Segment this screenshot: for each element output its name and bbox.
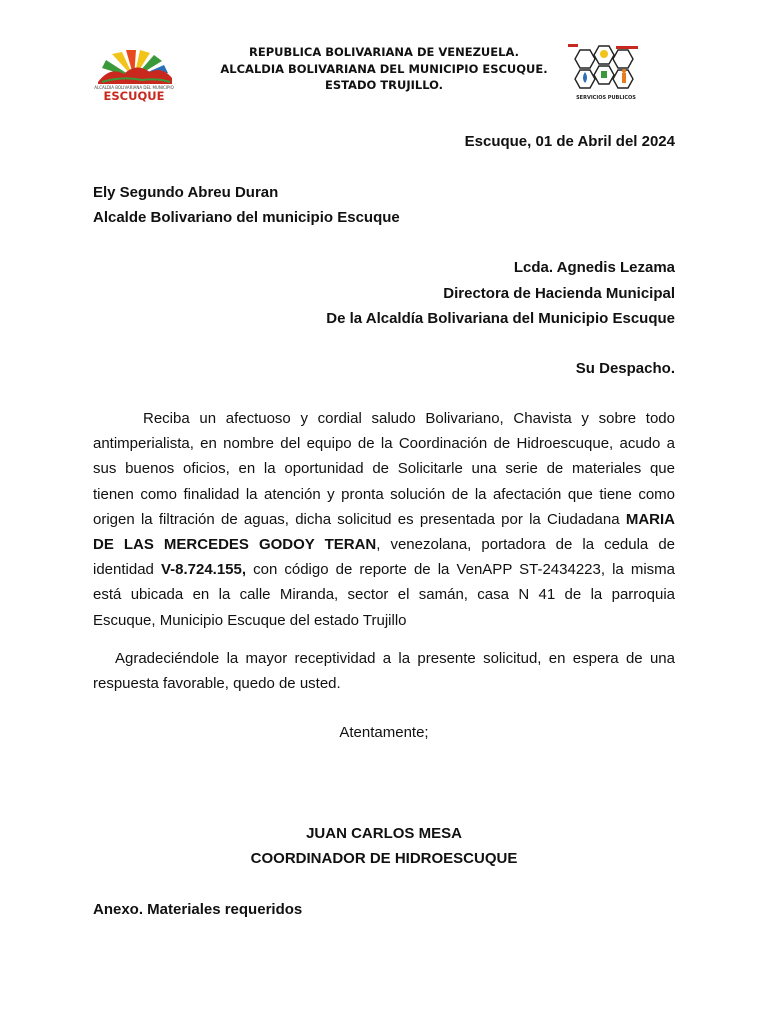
salutation: Su Despacho.: [575, 360, 675, 377]
escuque-logo: [92, 48, 176, 102]
hex-cell: [575, 50, 595, 68]
text-run: origen la filtración de aguas, dicha solicitud es presentada por la Ciudadana: [93, 510, 626, 528]
recycle-bin-icon: [601, 71, 607, 78]
logo-caption: SERVICIOS PUBLICOS: [576, 95, 636, 101]
annex-note: Anexo. Materiales requeridos: [93, 901, 303, 918]
text-run: identidad: [93, 561, 161, 579]
id-number: V-8.724.155,: [160, 561, 247, 579]
paragraph-line: [93, 532, 675, 557]
letterhead-line-3: ESTADO TRUJILLO.: [324, 78, 444, 92]
signatory-title: COORDINADOR DE HIDROESCUQUE: [250, 850, 518, 867]
recipient-name: Lcda. Agnedis Lezama: [513, 259, 675, 276]
citizen-name-part-2: DE LAS MERCEDES GODOY TERAN: [93, 535, 377, 553]
paragraph-line: sus buenos oficios, en la oportunidad de Solicitarle una serie de materiales que: [93, 460, 675, 478]
paragraph-line: Agradeciéndole la mayor receptividad a la presente solicitud, en espera de una: [115, 650, 675, 667]
letterhead: [190, 44, 578, 94]
paragraph-line: [93, 507, 675, 532]
citizen-name-part-1: MARIA: [625, 510, 675, 528]
letterhead-line-1: REPUBLICA BOLIVARIANA DE VENEZUELA.: [249, 45, 519, 59]
logo-text: ESCUQUE: [103, 89, 165, 102]
lightbulb-icon: [600, 50, 608, 58]
body-paragraph-2: [93, 646, 675, 696]
text-run: , venezolana, portadora de la cedula de: [376, 535, 675, 553]
logo-subtext: ALCALDIA BOLIVARIANA DEL MUNICIPIO: [94, 85, 174, 90]
body-paragraph-1: [93, 406, 675, 633]
recipient-title: Directora de Hacienda Municipal: [443, 285, 675, 302]
closing: Atentamente;: [339, 724, 429, 741]
recipient-org: De la Alcaldía Bolivariana del Municipio Escuque: [326, 310, 675, 327]
paragraph-line: Reciba un afectuoso y cordial saludo Bolivariano, Chavista y sobre todo: [143, 410, 675, 427]
paragraph-line: antimperialista, en nombre del equipo de la Coordinación de Hidroescuque, acudo a: [93, 435, 675, 453]
hex-cell: [613, 50, 633, 68]
paragraph-line: está ubicada en la calle Miranda, sector el samán, casa N 41 de la parroquia: [93, 586, 675, 604]
paragraph-line: tienen como finalidad la atención y pronta solución de la afectación que tiene como: [93, 485, 675, 503]
text-run: con código de reporte de la VenAPP ST-2434223, la misma: [246, 561, 675, 579]
worker-icon: [622, 73, 626, 83]
paragraph-line: respuesta favorable, quedo de usted.: [93, 675, 341, 693]
sender-name: Ely Segundo Abreu Duran: [93, 184, 279, 201]
signatory-name: JUAN CARLOS MESA: [306, 825, 462, 842]
servicios-publicos-logo: [566, 42, 644, 102]
sender-title: Alcalde Bolivariano del municipio Escuque: [93, 209, 400, 226]
letterhead-line-2: ALCALDIA BOLIVARIANA DEL MUNICIPIO ESCUQUE.: [220, 61, 548, 76]
letter-date: Escuque, 01 de Abril del 2024: [464, 133, 675, 150]
paragraph-line: [93, 557, 675, 582]
paragraph-line: Escuque, Municipio Escuque del estado Trujillo: [93, 611, 407, 629]
